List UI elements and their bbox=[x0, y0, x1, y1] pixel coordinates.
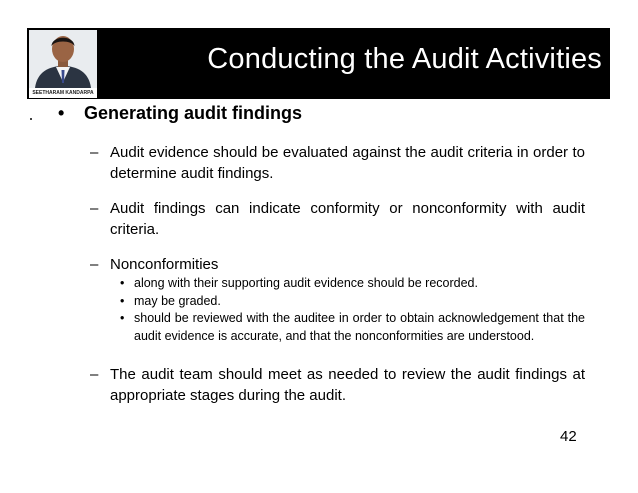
decorative-dot bbox=[30, 118, 32, 120]
nested-point bbox=[120, 293, 585, 311]
sub-point bbox=[90, 364, 585, 406]
bullet-marker: • bbox=[58, 103, 65, 123]
photo-caption: SEETHARAM KANDARPA bbox=[29, 88, 97, 98]
slide-body bbox=[58, 101, 588, 406]
title-bar bbox=[27, 28, 610, 99]
sub-point-text: The audit team should meet as needed to review the audit findings at appropriate stages during the audit. bbox=[110, 366, 585, 404]
dash-marker: – bbox=[90, 366, 99, 383]
sub-point-text: Audit evidence should be evaluated against the audit criteria in order to determine audit findings. bbox=[110, 144, 585, 182]
nested-bullet-marker: • bbox=[120, 293, 125, 308]
sub-point bbox=[90, 142, 585, 184]
main-bullet bbox=[58, 101, 588, 125]
main-heading: Generating audit findings bbox=[84, 103, 303, 123]
sub-point-text: Audit findings can indicate conformity or nonconformity with audit criteria. bbox=[110, 200, 585, 238]
dash-marker: – bbox=[90, 200, 99, 217]
nested-point-text: should be reviewed with the auditee in order to obtain acknowledgement that the audit evidence is accurate, and that the nonconformities are understood. bbox=[134, 311, 585, 343]
presenter-photo bbox=[29, 30, 97, 98]
nested-point bbox=[120, 275, 585, 293]
dash-marker: – bbox=[90, 144, 99, 161]
nested-point bbox=[120, 310, 585, 345]
presenter-portrait-icon bbox=[29, 30, 97, 88]
sub-point bbox=[90, 254, 585, 275]
dash-marker: – bbox=[90, 256, 99, 273]
nested-bullet-marker: • bbox=[120, 311, 125, 325]
sub-point bbox=[90, 198, 585, 240]
page-number: 42 bbox=[560, 428, 577, 445]
nested-point-text: along with their supporting audit evidence should be recorded. bbox=[134, 276, 478, 290]
nested-bullet-marker: • bbox=[120, 276, 125, 290]
slide-title: Conducting the Audit Activities bbox=[207, 43, 602, 75]
nested-point-text: may be graded. bbox=[134, 293, 221, 308]
sub-point-text: Nonconformities bbox=[110, 256, 219, 273]
